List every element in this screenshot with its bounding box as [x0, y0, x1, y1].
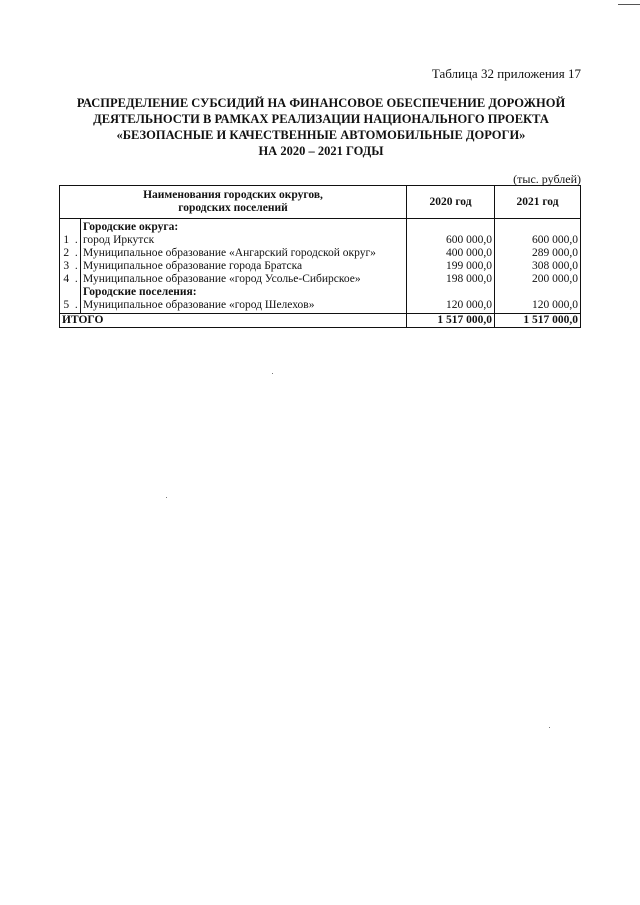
header-2021: 2021 год	[495, 186, 581, 219]
table-header-row	[60, 186, 581, 219]
scan-speck	[272, 373, 273, 374]
total-value-2020: 1 517 000,0	[407, 314, 495, 328]
title-line-3: «БЕЗОПАСНЫЕ И КАЧЕСТВЕННЫЕ АВТОМОБИЛЬНЫЕ ДОРОГИ»	[116, 128, 526, 142]
row-name: город Иркутск	[81, 234, 407, 247]
row-number-dot: .	[73, 260, 81, 273]
row-value-2021: 200 000,0	[495, 273, 581, 286]
total-label: ИТОГО	[60, 314, 407, 328]
header-2020: 2020 год	[407, 186, 495, 219]
total-value-2021: 1 517 000,0	[495, 314, 581, 328]
row-number-dot: .	[73, 247, 81, 260]
title-line-2: ДЕЯТЕЛЬНОСТИ В РАМКАХ РЕАЛИЗАЦИИ НАЦИОНАЛЬНОГО ПРОЕКТА	[93, 112, 549, 126]
table-row	[60, 234, 581, 247]
row-value-2021: 600 000,0	[495, 234, 581, 247]
row-value-2020: 400 000,0	[407, 247, 495, 260]
row-number-dot: .	[73, 234, 81, 247]
row-value-2020: 199 000,0	[407, 260, 495, 273]
row-number: 4	[60, 273, 73, 286]
group-row-settlements	[60, 286, 581, 299]
group-label-districts: Городские округа:	[81, 219, 407, 235]
units-label: (тыс. рублей)	[513, 172, 581, 186]
group-row-districts	[60, 219, 581, 235]
row-number: 1	[60, 234, 73, 247]
table-reference: Таблица 32 приложения 17	[431, 66, 581, 81]
row-value-2021: 289 000,0	[495, 247, 581, 260]
row-name: Муниципальное образование города Братска	[81, 260, 407, 273]
row-name: Муниципальное образование «город Усолье-Сибирское»	[81, 273, 407, 286]
header-name-line-2: городских поселений	[178, 202, 288, 214]
row-number: 2	[60, 247, 73, 260]
header-name-line-1: Наименования городских округов,	[143, 189, 323, 201]
scan-speck	[166, 497, 167, 498]
table-row	[60, 260, 581, 273]
row-name: Муниципальное образование «Ангарский городской округ»	[81, 247, 407, 260]
scan-speck	[549, 727, 550, 728]
row-value-2020: 120 000,0	[407, 299, 495, 314]
row-value-2021: 120 000,0	[495, 299, 581, 314]
scan-corner-mark	[618, 4, 640, 5]
row-number-dot: .	[73, 273, 81, 286]
group-label-settlements: Городские поселения:	[81, 286, 407, 299]
row-value-2020: 600 000,0	[407, 234, 495, 247]
row-number: 3	[60, 260, 73, 273]
document-title	[60, 95, 582, 159]
total-row	[60, 314, 581, 328]
header-name	[60, 186, 407, 219]
title-line-4: НА 2020 – 2021 ГОДЫ	[258, 144, 384, 158]
table-row	[60, 247, 581, 260]
title-line-1: РАСПРЕДЕЛЕНИЕ СУБСИДИЙ НА ФИНАНСОВОЕ ОБЕСПЕЧЕНИЕ ДОРОЖНОЙ	[76, 96, 566, 110]
row-value-2020: 198 000,0	[407, 273, 495, 286]
row-number: 5	[60, 299, 73, 314]
row-value-2021: 308 000,0	[495, 260, 581, 273]
table-row	[60, 299, 581, 314]
subsidy-table	[59, 185, 581, 328]
table-row	[60, 273, 581, 286]
row-number-dot: .	[73, 299, 81, 314]
row-name: Муниципальное образование «город Шелехов»	[81, 299, 407, 314]
